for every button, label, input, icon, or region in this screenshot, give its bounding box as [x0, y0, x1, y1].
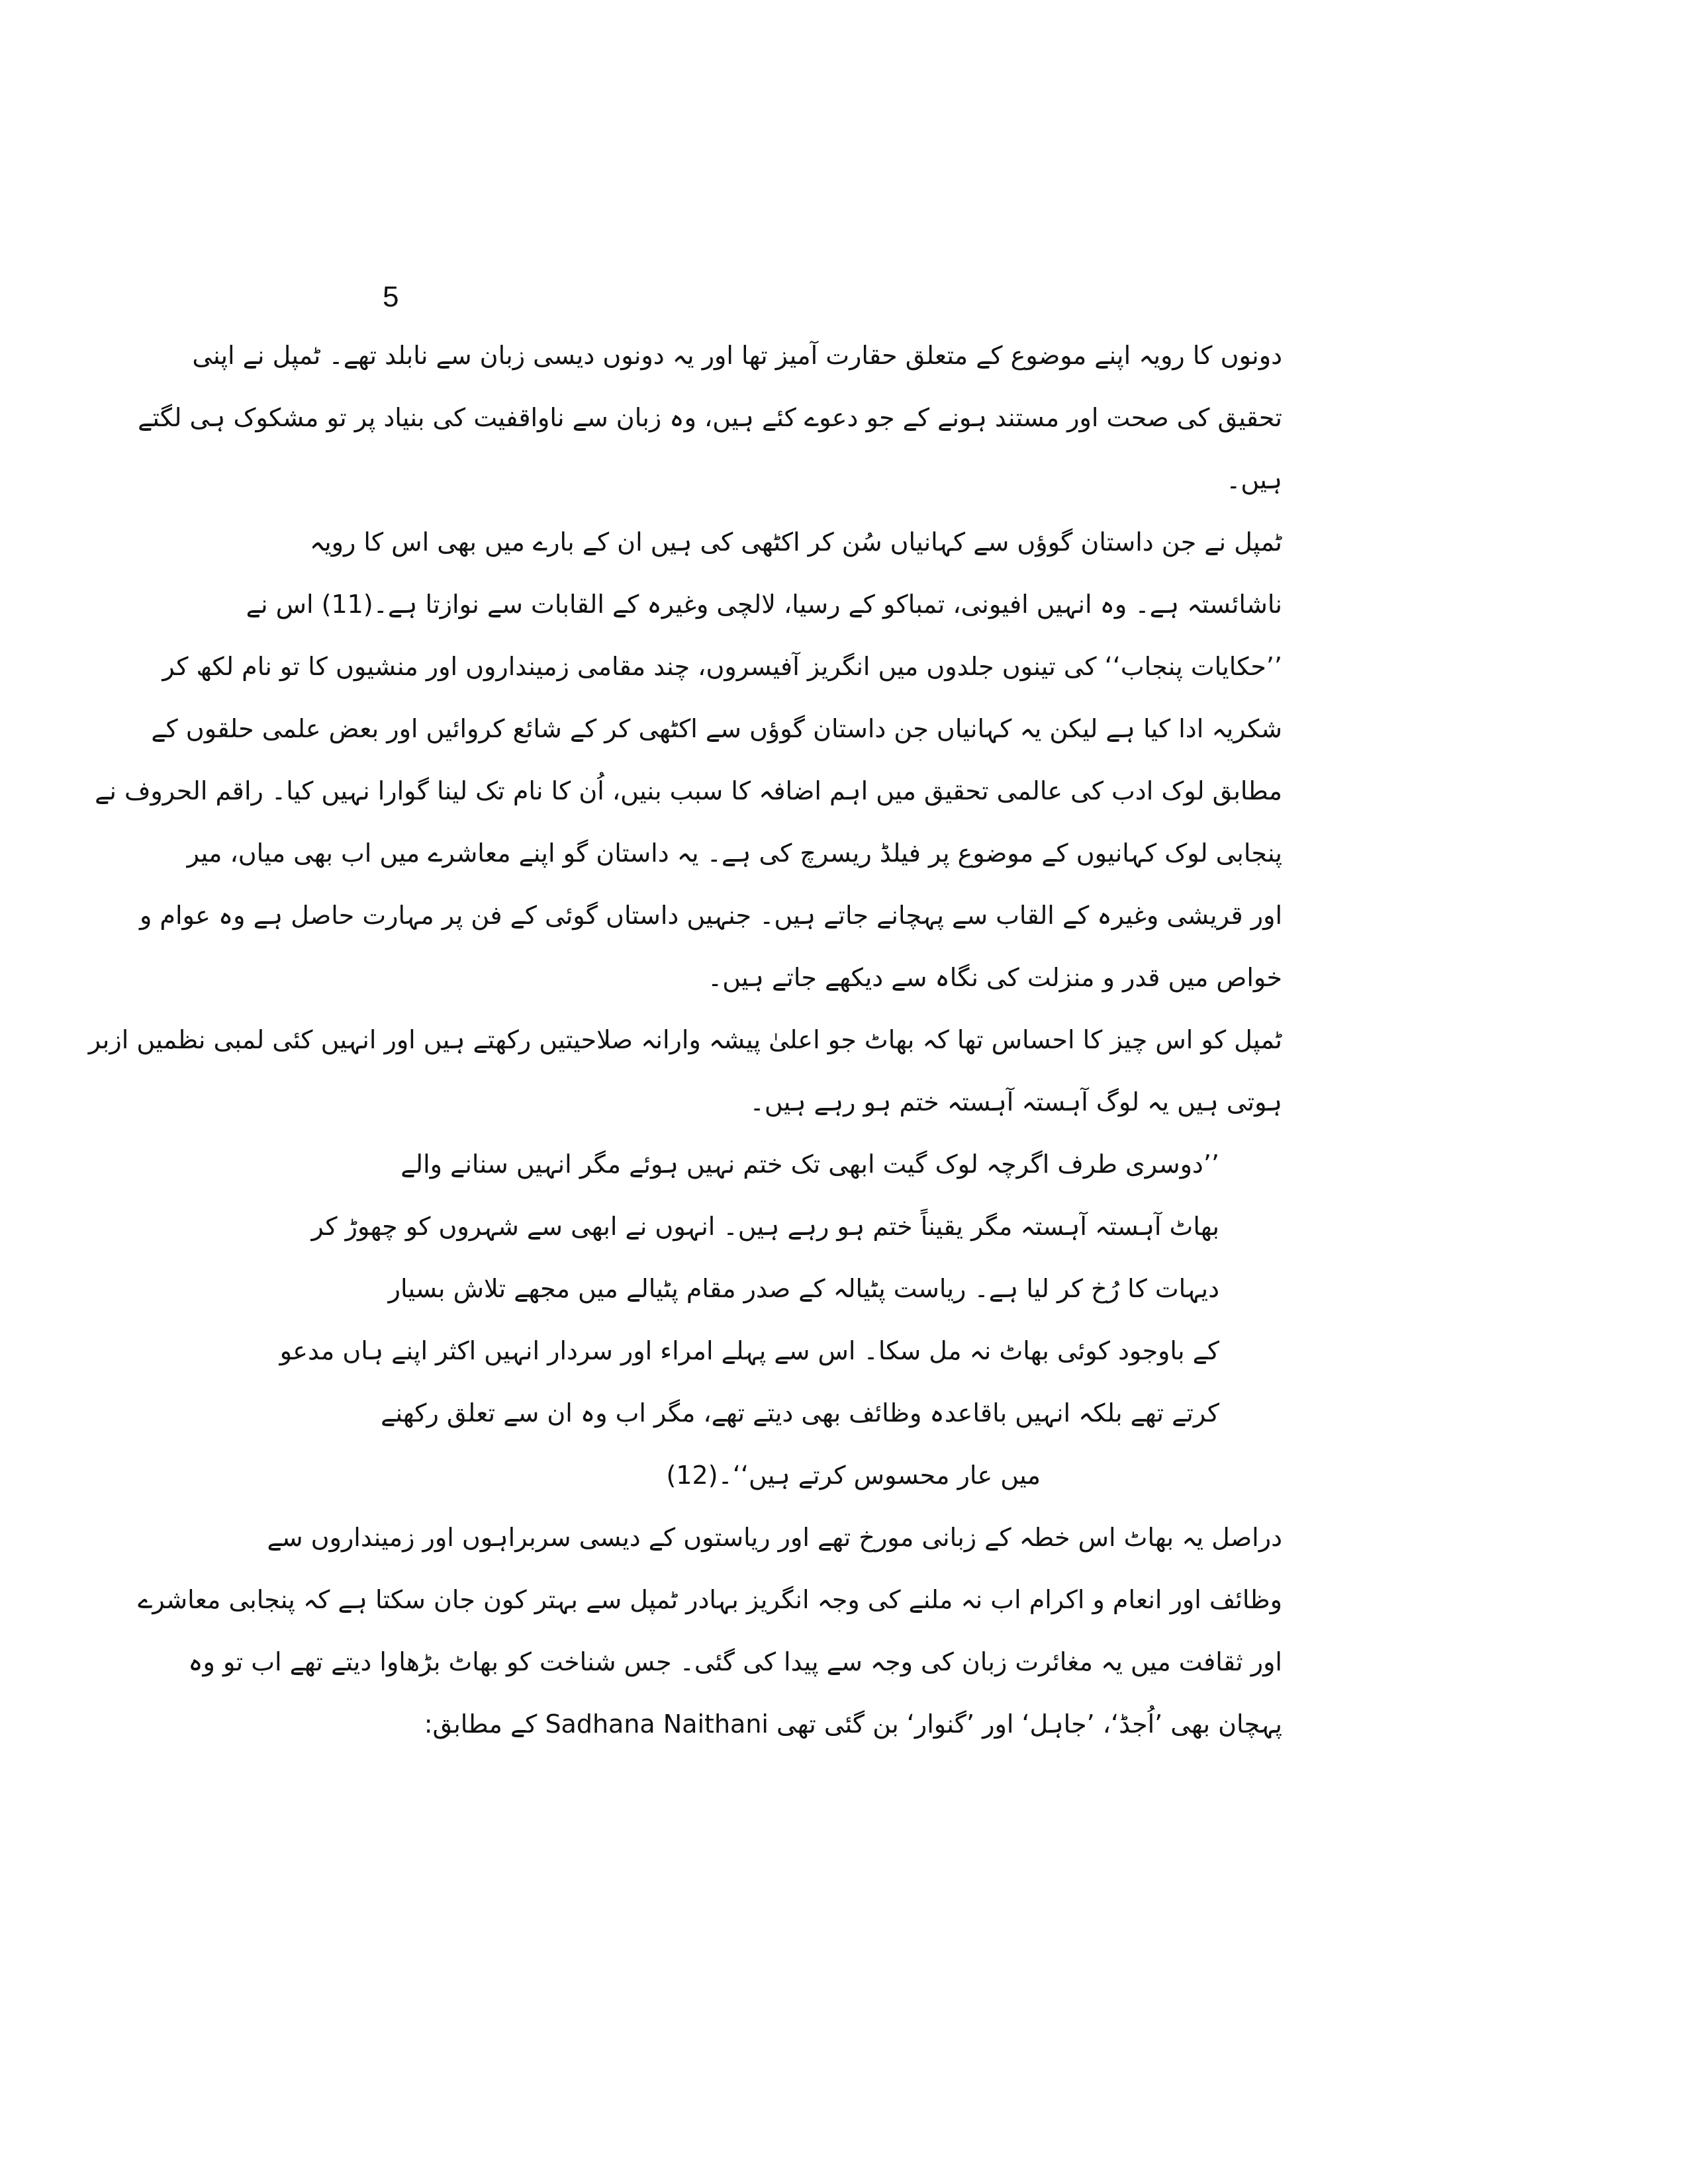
document-body	[88, 324, 1282, 1755]
block-quote	[279, 1133, 1282, 1506]
quote-line: کے باوجود کوئی بھاٹ نہ مل سکا۔ اس سے پہلے امراء اور سردار انہیں اکثر اپنے ہاں مدعو	[279, 1336, 1219, 1365]
quote-line: میں عار محسوس کرتے ہیں‘‘۔(12)	[666, 1461, 1041, 1490]
text-line: ہوتی ہیں یہ لوگ آہستہ آہستہ ختم ہو رہے ہیں۔	[749, 1087, 1282, 1116]
text-line: اور ثقافت میں یہ مغائرت زبان کی وجہ سے پیدا کی گئی۔ جس شناخت کو بھاٹ بڑھاوا دیتے تھے اب تو وہ	[188, 1647, 1282, 1676]
paragraph-2	[95, 511, 1282, 1009]
closing-paragraph	[138, 1506, 1282, 1755]
quote-line: ’’دوسری طرف اگرچہ لوک گیت ابھی تک ختم نہیں ہوئے مگر انہیں سنانے والے	[400, 1150, 1219, 1179]
text-line: اور قریشی وغیرہ کے القاب سے پہچانے جاتے ہیں۔ جنہیں داستاں گوئی کے فن پر مہارت حاصل ہے وہ عوام و	[139, 901, 1282, 930]
text-line: خواص میں قدر و منزلت کی نگاہ سے دیکھے جاتے ہیں۔	[707, 963, 1282, 992]
text-line: شکریہ ادا کیا ہے لیکن یہ کہانیاں جن داستان گوؤں سے اکٹھی کر کے شائع کروائیں اور بعض علمی حلقوں کے	[151, 714, 1282, 743]
paragraph-3	[88, 1009, 1282, 1133]
text-line: دراصل یہ بھاٹ اس خطہ کے زبانی مورخ تھے اور ریاستوں کے دیسی سربراہوں اور زمینداروں سے	[267, 1523, 1282, 1552]
text-line: ٹمپل کو اس چیز کا احساس تھا کہ بھاٹ جو اعلیٰ پیشہ وارانہ صلاحیتیں رکھتے ہیں اور انہیں کئی لمبی نظمیں ازبر	[88, 1025, 1282, 1054]
text-line: ٹمپل نے جن داستان گوؤں سے کہانیاں سُن کر اکٹھی کی ہیں ان کے بارے میں بھی اس کا رویہ	[309, 527, 1282, 557]
text-line: پہچان بھی ’اُجڈ‘، ’جاہل‘ اور ’گنوار‘ بن گئی تھی Sadhana Naithani کے مطابق:	[424, 1709, 1282, 1739]
text-line: دونوں کا رویہ اپنے موضوع کے متعلق حقارت آمیز تھا اور یہ دونوں دیسی زبان سے نابلد تھے۔ ٹمپل نے اپنی	[192, 341, 1282, 370]
text-line: تحقیق کی صحت اور مستند ہونے کے جو دعوے کئے ہیں، وہ زبان سے ناواقفیت کی بنیاد پر تو مشکوک ہی لگتے	[138, 403, 1282, 432]
quote-line: بھاٹ آہستہ آہستہ مگر یقیناً ختم ہو رہے ہیں۔ انہوں نے ابھی سے شہروں کو چھوڑ کر	[311, 1212, 1219, 1241]
text-line: وظائف اور انعام و اکرام اب نہ ملنے کی وجہ انگریز بہادر ٹمپل سے بہتر کون جان سکتا ہے کہ پنجابی معاشرے	[138, 1585, 1282, 1614]
text-line: ناشائستہ ہے۔ وہ انہیں افیونی، تمباکو کے رسیا، لالچی وغیرہ کے القابات سے نوازتا ہے۔(11) اس نے	[246, 590, 1282, 619]
text-line: مطابق لوک ادب کی عالمی تحقیق میں اہم اضافہ کا سبب بنیں، اُن کا نام تک لینا گوارا نہیں کیا۔ راقم الحروف نے	[95, 776, 1282, 805]
quote-line: کرتے تھے بلکہ انہیں باقاعدہ وظائف بھی دیتے تھے، مگر اب وہ ان سے تعلق رکھنے	[381, 1398, 1219, 1428]
text-line: ہیں۔	[1226, 465, 1282, 494]
paragraph-1	[138, 324, 1282, 511]
text-line: ’’حکایات پنجاب‘‘ کی تینوں جلدوں میں انگریز آفیسروں، چند مقامی زمینداروں اور منشیوں کا تو نام لکھ کر	[162, 652, 1282, 681]
text-line: پنجابی لوک کہانیوں کے موضوع پر فیلڈ ریسرچ کی ہے۔ یہ داستان گو اپنے معاشرے میں اب بھی میاں، میر	[187, 839, 1282, 868]
quote-line: دیہات کا رُخ کر لیا ہے۔ ریاست پٹیالہ کے صدر مقام پٹیالے میں مجھے تلاش بسیار	[388, 1274, 1219, 1303]
page-number: 5	[383, 281, 399, 313]
